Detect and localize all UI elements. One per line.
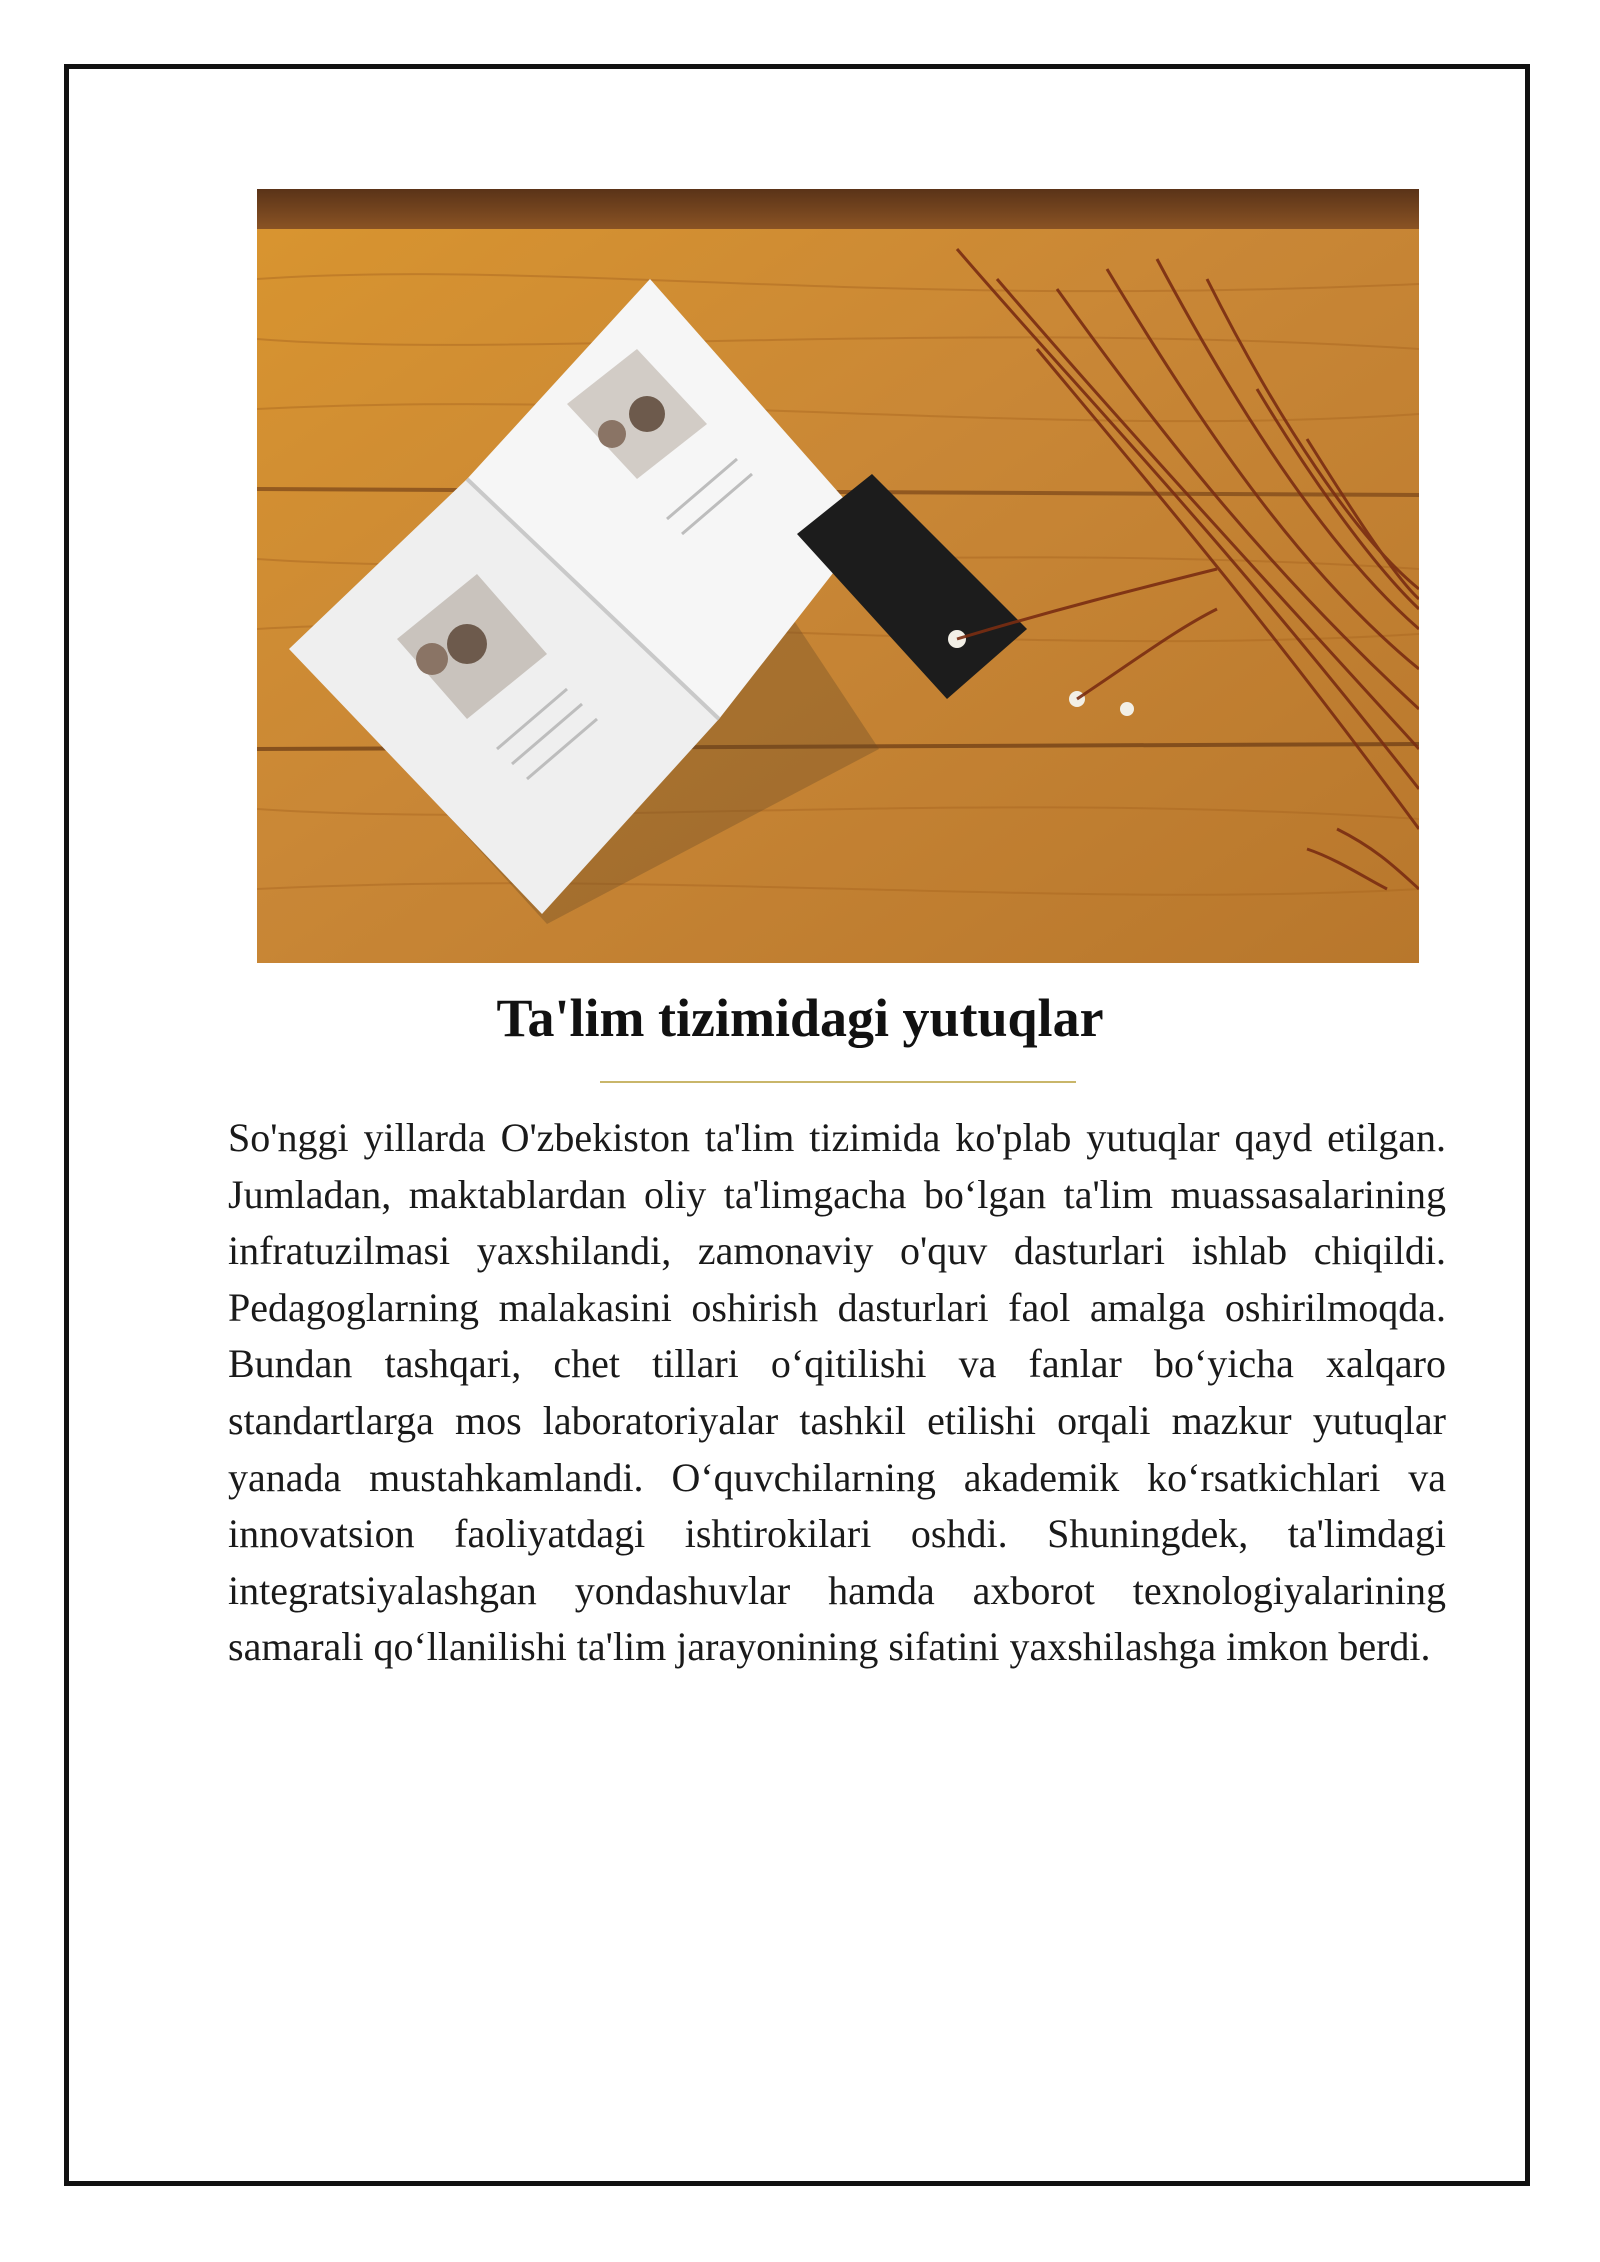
header-photo: [257, 189, 1419, 963]
body-paragraph: So'nggi yillarda O'zbekiston ta'lim tizimida ko'plab yutuqlar qayd etilgan. Jumladan, maktablardan oliy ta'limgacha bo‘lgan ta'lim muassasalarining infratuzilmasi yaxshilandi, zamonaviy o'quv dasturlari ishlab chiqildi. Pedagoglarning malakasini oshirish dasturlari faol amalga oshirilmoqda. Bundan tashqari, chet tillari o‘qitilishi va fanlar bo‘yicha xalqaro standartlarga mos laboratoriyalar tashkil etilishi orqali mazkur yutuqlar yanada mustahkamlandi. O‘quvchilarning akademik ko‘rsatkichlari va innovatsion faoliyatdagi ishtirokilari oshdi. Shuningdek, ta'limdagi integratsiyalashgan yondashuvlar hamda axborot texnologiyalarining samarali qo‘llanilishi ta'lim jarayonining sifatini yaxshilashga imkon berdi.: [228, 1115, 1446, 1670]
open-book-on-wooden-table-image: [257, 189, 1419, 963]
title-underline-divider: [600, 1081, 1076, 1083]
document-title: Ta'lim tizimidagi yutuqlar: [496, 988, 1104, 1048]
